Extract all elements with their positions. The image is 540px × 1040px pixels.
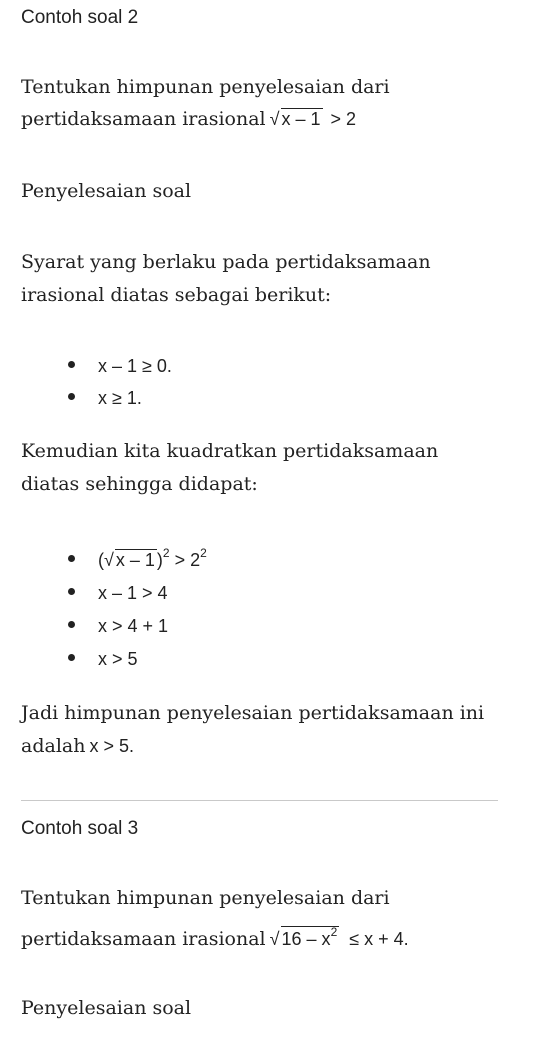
square-text-line-2: diatas sehingga didapat: [21,473,258,495]
condition-text-line-1: Syarat yang berlaku pada pertidaksamaan [21,251,431,273]
bullet-icon [68,361,75,368]
step-item: x > 5 [98,649,138,669]
problem-text-line-2 [21,926,409,950]
list-item [68,583,168,604]
condition-item: x – 1 ≥ 0. [98,356,172,376]
squared-step: (√ x – 1 )$^2 > 2^2$ [98,546,207,570]
square-root-expression: √ x – 1 [269,109,321,129]
list-item [68,356,172,377]
problem-text: pertidaksamaan irasional [21,928,266,950]
list-item [68,616,168,637]
square-text-line-1: Kemudian kita kuadratkan pertidaksamaan [21,440,439,462]
step-item: x > 4 + 1 [98,616,169,636]
square-root-expression: √ $16 - x^2$ [269,925,338,949]
bullet-icon [68,393,75,400]
list-item [68,388,142,409]
list-item [68,649,138,670]
bullet-icon [68,588,75,595]
radicand: $16 - x^2$ [281,925,338,949]
condition-text-line-2: irasional diatas sebagai berikut: [21,284,332,306]
section-heading-2: Contoh soal 2 [21,7,139,28]
problem-text-line-2 [21,108,356,130]
bullet-icon [68,555,75,562]
inequality-rhs: > 2 [330,109,357,129]
radicand: x – 1 [115,550,155,570]
conclusion-math: x > 5. [89,736,134,756]
problem-text-line-1: Tentukan himpunan penyelesaian dari [21,76,390,98]
bullet-icon [68,621,75,628]
radicand: x – 1 [281,109,321,129]
bullet-icon [68,654,75,661]
section-heading-3: Contoh soal 3 [21,818,139,839]
solution-heading: Penyelesaian soal [21,997,192,1019]
section-divider [21,800,498,801]
conclusion-text-line-1: Jadi himpunan penyelesaian pertidaksamaan ini [21,702,485,724]
condition-item: x ≥ 1. [98,388,142,408]
solution-heading: Penyelesaian soal [21,180,192,202]
problem-text: pertidaksamaan irasional [21,108,266,130]
conclusion-text-line-2: adalah x > 5. [21,735,134,757]
step-item: x – 1 > 4 [98,583,168,603]
problem-text-line-1: Tentukan himpunan penyelesaian dari [21,887,390,909]
list-item [68,548,207,571]
inequality-rhs: ≤ x + 4. [349,929,409,949]
